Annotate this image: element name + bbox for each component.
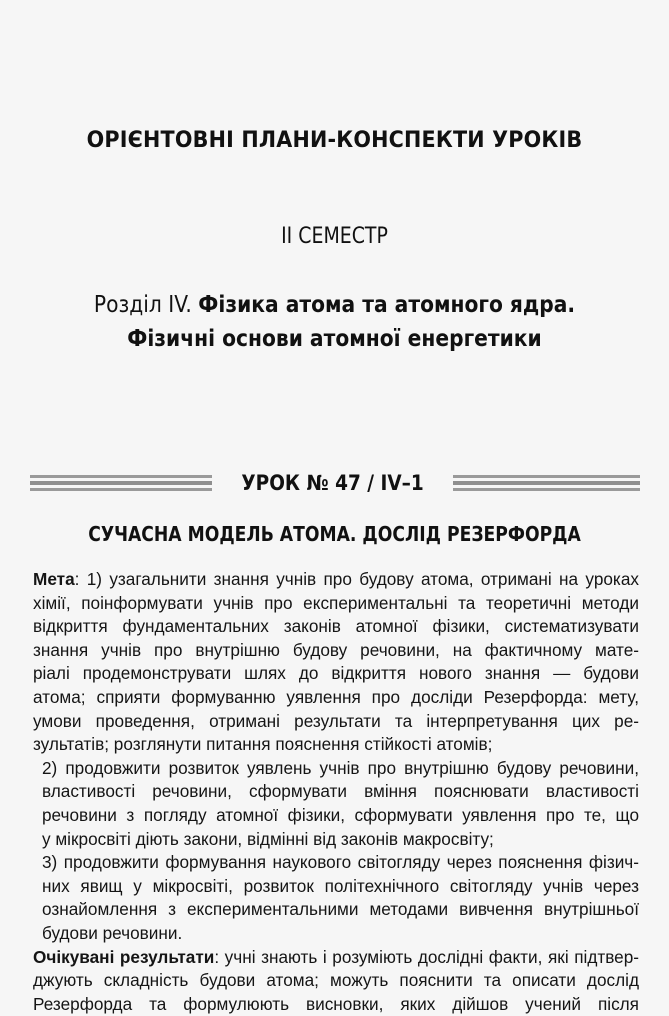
- goal-item-2: [65, 757, 639, 851]
- text-line: 3) продовжити формування наукового світогляду через пояснення фізич-: [65, 851, 639, 875]
- text-line: відкриття фундаментальних законів атомної фізики, систематизувати: [65, 615, 639, 639]
- section-title-part-1: Фізика атома та атомного ядра.: [198, 292, 575, 318]
- section-heading: [40, 288, 629, 356]
- semester-heading: ІІ СЕМЕСТР: [47, 224, 622, 249]
- text-line: атома; сприяти формуванню уявлення про досліди Резерфорда: мету,: [65, 686, 639, 710]
- stripe: [30, 488, 212, 491]
- left-stripes-decoration: [30, 475, 212, 492]
- text-line: ріалі продемонструвати шлях до відкриття нового знання — будови: [65, 662, 639, 686]
- text-line: Резерфорда та формулюють висновки, яких дійшов учений після: [65, 993, 639, 1016]
- lesson-body: [0, 568, 669, 1016]
- lesson-banner: [30, 466, 640, 500]
- expected-results-paragraph: [65, 946, 639, 1016]
- results-label: Очікувані результати: [33, 947, 214, 967]
- lesson-title: СУЧАСНА МОДЕЛЬ АТОМА. ДОСЛІД РЕЗЕРФОРДА: [47, 522, 622, 546]
- text-line: умови проведення, отримані результати та інтерпретування цих ре-: [65, 710, 639, 734]
- stripe: [30, 475, 212, 478]
- stripe: [453, 475, 640, 478]
- stripe: [30, 481, 212, 485]
- section-title-part-2: Фізичні основи атомної енергетики: [40, 322, 629, 356]
- text-line: зультатів; розглянути питання пояснення стійкості атомів;: [65, 733, 639, 757]
- goal-label: Мета: [33, 569, 75, 589]
- text-line: речовини з погляду атомної фізики, сформувати уявлення про те, що: [65, 804, 639, 828]
- text-line: будови речовини.: [65, 922, 639, 946]
- text-line: хімії, поінформувати учнів про експериментальні та теоретичні методи: [65, 592, 639, 616]
- text-line: них явищ у мікросвіті, розвиток політехнічного світогляду учнів через: [65, 875, 639, 899]
- stripe: [453, 488, 640, 491]
- right-stripes-decoration: [453, 475, 640, 492]
- goal-item-3: [65, 851, 639, 945]
- text-line: [65, 568, 639, 592]
- text-line: знання учнів про внутрішню будову речовини, на фактичному мате-: [65, 639, 639, 663]
- text-line: [65, 946, 639, 970]
- text-line: 2) продовжити розвиток уявлень учнів про внутрішню будову речовини,: [65, 757, 639, 781]
- section-heading-line-1: [40, 288, 629, 322]
- results-text: : учні знають і розуміють дослідні факти, які підтвер-: [214, 947, 639, 967]
- stripe: [453, 481, 640, 485]
- text-line: властивості речовини, сформувати вміння пояснювати властивості: [65, 780, 639, 804]
- page-title: ОРІЄНТОВНІ ПЛАНИ-КОНСПЕКТИ УРОКІВ: [27, 127, 642, 153]
- goal-text: : 1) узагальнити знання учнів про будову атома, отримані на уроках: [75, 569, 639, 589]
- lesson-number-label: УРОК № 47 / IV–1: [241, 471, 423, 495]
- goal-paragraph: [65, 568, 639, 757]
- text-line: у мікросвіті діють закони, відмінні від законів макросвіту;: [65, 828, 639, 852]
- text-line: ознайомлення з експериментальними методами вивчення внутрішньої: [65, 898, 639, 922]
- section-prefix: Розділ ІV.: [94, 292, 192, 318]
- text-line: джують складність будови атома; можуть пояснити та описати дослід: [65, 969, 639, 993]
